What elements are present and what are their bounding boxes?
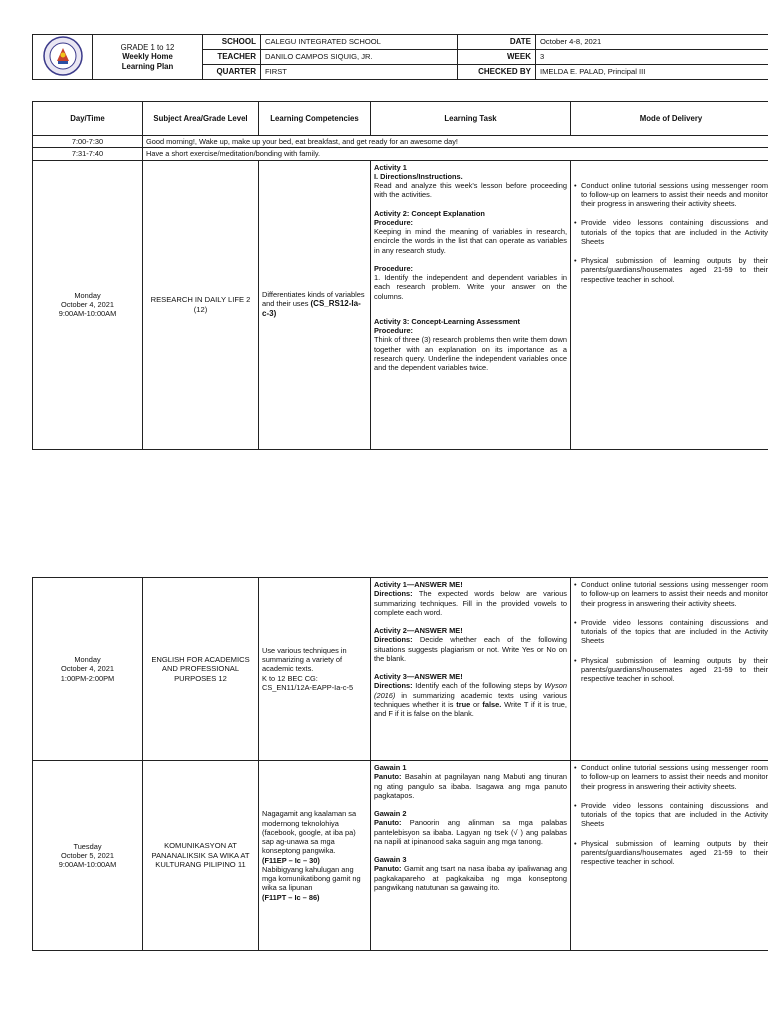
bullet-icon: • <box>574 256 577 265</box>
mode-text: Physical submission of learning outputs by their parents/guardians/housemates aged 21-59 to their respective teacher in school. <box>581 838 768 866</box>
competency-cell <box>259 761 371 951</box>
activity-text: 1. Identify the independent and dependent variables in each research problem. Write your answer on the columns. <box>374 273 567 301</box>
school-label: SCHOOL <box>203 35 261 50</box>
mode-text: Physical submission of learning outputs by their parents/guardians/housemates aged 21-59 to their respective teacher in school. <box>581 655 768 683</box>
competency-cell <box>259 578 371 761</box>
quarter-value: FIRST <box>261 65 458 80</box>
table-row <box>33 761 768 951</box>
col-header-competencies: Learning Competencies <box>259 102 371 136</box>
routine-text: Good morning!, Wake up, make up your bed, eat breakfast, and get ready for an awesome day! <box>143 136 768 148</box>
day-cell <box>33 578 143 761</box>
competency-code: (F11EP – Ic – 30) <box>262 855 320 865</box>
learning-plan-table-continued <box>32 577 768 951</box>
bullet-icon: • <box>574 800 577 810</box>
or-word: or <box>473 699 480 709</box>
plan-title <box>93 35 203 80</box>
mode-text: Provide video lessons containing discussions and tutorials of the topics that are included in the Activity Sheets <box>581 617 768 646</box>
plan-title-line3: Learning Plan <box>121 61 174 71</box>
bullet-icon: • <box>574 180 577 190</box>
week-label: WEEK <box>458 50 536 65</box>
col-header-mode: Mode of Delivery <box>571 102 768 136</box>
day-cell <box>33 160 143 449</box>
competency-text: Nabibigyang kahulugan ang mga komunikatibong gamit ng wika sa lipunan <box>262 864 361 893</box>
day-date: October 4, 2021 <box>60 299 114 309</box>
subject-cell: RESEARCH IN DAILY LIFE 2 (12) <box>143 160 259 449</box>
activity-text: The expected words below are various summarizing techniques. Fill in the provided vowels to complete each word. <box>374 589 568 617</box>
day-name: Monday <box>74 655 101 665</box>
plan-title-line1: GRADE 1 to 12 <box>120 43 175 53</box>
day-cell <box>33 761 143 951</box>
competency-text: Nagagamit ang kaalaman sa modernong teknolohiya (facebook, google, at iba pa) sap ag-unawa sa mga konseptong pangwika. <box>262 809 357 856</box>
activity-subtitle: I. Directions/Instructions. <box>374 171 463 181</box>
quarter-label: QUARTER <box>203 65 261 80</box>
panuto-label: Panuto: <box>374 864 402 874</box>
mode-cell <box>571 160 768 449</box>
header-table <box>32 34 768 80</box>
day-time: 9:00AM-10:00AM <box>58 309 117 319</box>
bullet-icon: • <box>574 218 577 228</box>
logo-cell <box>33 35 93 80</box>
task-cell <box>371 761 571 951</box>
activity-text: Decide whether each of the following situations suggests plagiarism or not. Write Yes or No on the blank. <box>374 635 567 663</box>
mode-text: Conduct online tutorial sessions using messenger room to follow-up on learners to assist their needs and monitor their progress in answering their activity sheets. <box>581 180 768 208</box>
activity-text: Read and analyze this week's lesson before proceeding with the activities. <box>374 181 567 200</box>
plan-title-line2: Weekly Home <box>122 52 173 62</box>
activity-text: Keeping in mind the meaning of variables in research, encircle the words in the list that can operate as variables in any research study. <box>374 227 567 255</box>
routine-text: Have a short exercise/meditation/bonding with family. <box>143 148 768 160</box>
procedure-label: Procedure: <box>374 217 414 227</box>
activity-text: Gamit ang tsart na nasa ibaba ay ipaliwanag ang pagkakapareho at pagkakaiba ng mga konseptong pangwikang natutunan sa gawaing ito. <box>374 864 568 892</box>
date-label: DATE <box>458 35 536 50</box>
panuto-label: Panuto: <box>374 772 402 782</box>
bullet-icon: • <box>574 838 577 848</box>
activity-title: Gawain 2 <box>374 809 407 818</box>
directions-label: Directions: <box>374 681 413 691</box>
bullet-icon: • <box>574 655 577 665</box>
mode-text: Physical submission of learning outputs by their parents/guardians/housemates aged 21-59 to their respective teacher in school. <box>581 256 768 284</box>
activity-title: Activity 1—ANSWER ME! <box>374 580 463 589</box>
routine-time: 7:00-7:30 <box>33 136 143 148</box>
mode-text: Provide video lessons containing discussions and tutorials of the topics that are included in the Activity Sheets <box>581 800 768 829</box>
table-row <box>33 578 768 761</box>
checked-by-label: CHECKED BY <box>458 65 536 80</box>
competency-code: (CS_RS12-Ia-c-3) <box>262 299 361 319</box>
activity-text: Basahin at pagnilayan nang Mabuti ang tinuran ng ating pangulo sa ibaba. Isagawa ang mga panuto pagkatapos. <box>374 772 567 800</box>
day-name: Monday <box>74 290 101 300</box>
citation-text: Wyson (2016) <box>374 681 568 700</box>
routine-row <box>33 148 768 160</box>
day-time: 9:00AM-10:00AM <box>58 860 117 870</box>
mode-text: Conduct online tutorial sessions using messenger room to follow-up on learners to assist their needs and monitor their progress in answering their activity sheets. <box>581 580 768 608</box>
subject-cell: ENGLISH FOR ACADEMICS AND PROFESSIONAL PURPOSES 12 <box>143 578 259 761</box>
mode-cell <box>571 578 768 761</box>
true-word: true <box>456 699 471 709</box>
date-value: October 4-8, 2021 <box>536 35 768 50</box>
procedure-label: Procedure: <box>374 326 414 335</box>
learning-plan-table <box>32 101 768 450</box>
routine-time: 7:31-7:40 <box>33 148 143 160</box>
task-cell <box>371 578 571 761</box>
bullet-icon: • <box>574 580 577 589</box>
activity-text: Think of three (3) research problems then write them down together with an explanation on its importance as a research query. Underline the independent variables once and the dependent variables twice. <box>374 335 567 372</box>
activity-title: Activity 3—ANSWER ME! <box>374 672 463 681</box>
bullet-icon: • <box>574 763 577 772</box>
activity-text: Panoorin ang alinman sa mga palabas pantelebisyon sa ibaba. Lagyan ng tsek (√ ) ang palabas na napili at ipinanood saka saguin ang mga tanong. <box>374 818 567 846</box>
task-cell <box>371 160 571 449</box>
col-header-day: Day/Time <box>33 102 143 136</box>
mode-text: Provide video lessons containing discussions and tutorials of the topics that are included in the Activity Sheets <box>581 218 768 246</box>
teacher-label: TEACHER <box>203 50 261 65</box>
subject-cell: KOMUNIKASYON AT PANANALIKSIK SA WIKA AT KULTURANG PILIPINO 11 <box>143 761 259 951</box>
day-date: October 4, 2021 <box>60 664 114 674</box>
teacher-value: DANILO CAMPOS SIQUIG, JR. <box>261 50 458 65</box>
routine-row <box>33 136 768 148</box>
false-word: false. <box>482 699 502 709</box>
competency-code: (F11PT – Ic – 86) <box>262 892 320 902</box>
activity-title: Activity 2—ANSWER ME! <box>374 626 463 635</box>
competency-text: Differentiates kinds of variables and their uses <box>262 289 365 309</box>
competency-text: Use various techniques in summarizing a variety of academic texts. <box>262 645 347 674</box>
activity-title: Activity 3: Concept-Learning Assessment <box>374 316 520 326</box>
deped-seal-icon <box>43 36 83 76</box>
directions-label: Directions: <box>374 589 413 599</box>
checked-by-value: IMELDA E. PALAD, Principal III <box>536 65 768 80</box>
activity-text: Identify each of the following steps by <box>415 681 542 691</box>
mode-cell <box>571 761 768 951</box>
activity-title: Activity 1 <box>374 162 407 172</box>
mode-text: Conduct online tutorial sessions using messenger room to follow-up on learners to assist their needs and monitor their progress in answering their activity sheets. <box>581 763 768 791</box>
panuto-label: Panuto: <box>374 818 402 828</box>
school-value: CALEGU INTEGRATED SCHOOL <box>261 35 458 50</box>
bullet-icon: • <box>574 617 577 627</box>
week-value: 3 <box>536 50 768 65</box>
col-header-subject: Subject Area/Grade Level <box>143 102 259 136</box>
table-row <box>33 160 768 449</box>
day-name: Tuesday <box>73 841 102 851</box>
day-date: October 5, 2021 <box>60 850 114 860</box>
competency-code: K to 12 BEC CG: CS_EN11/12A-EAPP-Ia-c-5 <box>262 673 354 692</box>
activity-text: Write T if it is true, and F if it is false on the blank. <box>374 699 567 718</box>
activity-title: Gawain 1 <box>374 763 407 772</box>
activity-text: in summarizing academic texts using various techniques whether it is <box>374 690 567 709</box>
procedure-label: Procedure: <box>374 263 414 273</box>
col-header-task: Learning Task <box>371 102 571 136</box>
day-time: 1:00PM-2:00PM <box>60 673 115 683</box>
activity-title: Gawain 3 <box>374 855 407 864</box>
competency-cell <box>259 160 371 449</box>
directions-label: Directions: <box>374 635 413 645</box>
activity-title: Activity 2: Concept Explanation <box>374 208 485 218</box>
